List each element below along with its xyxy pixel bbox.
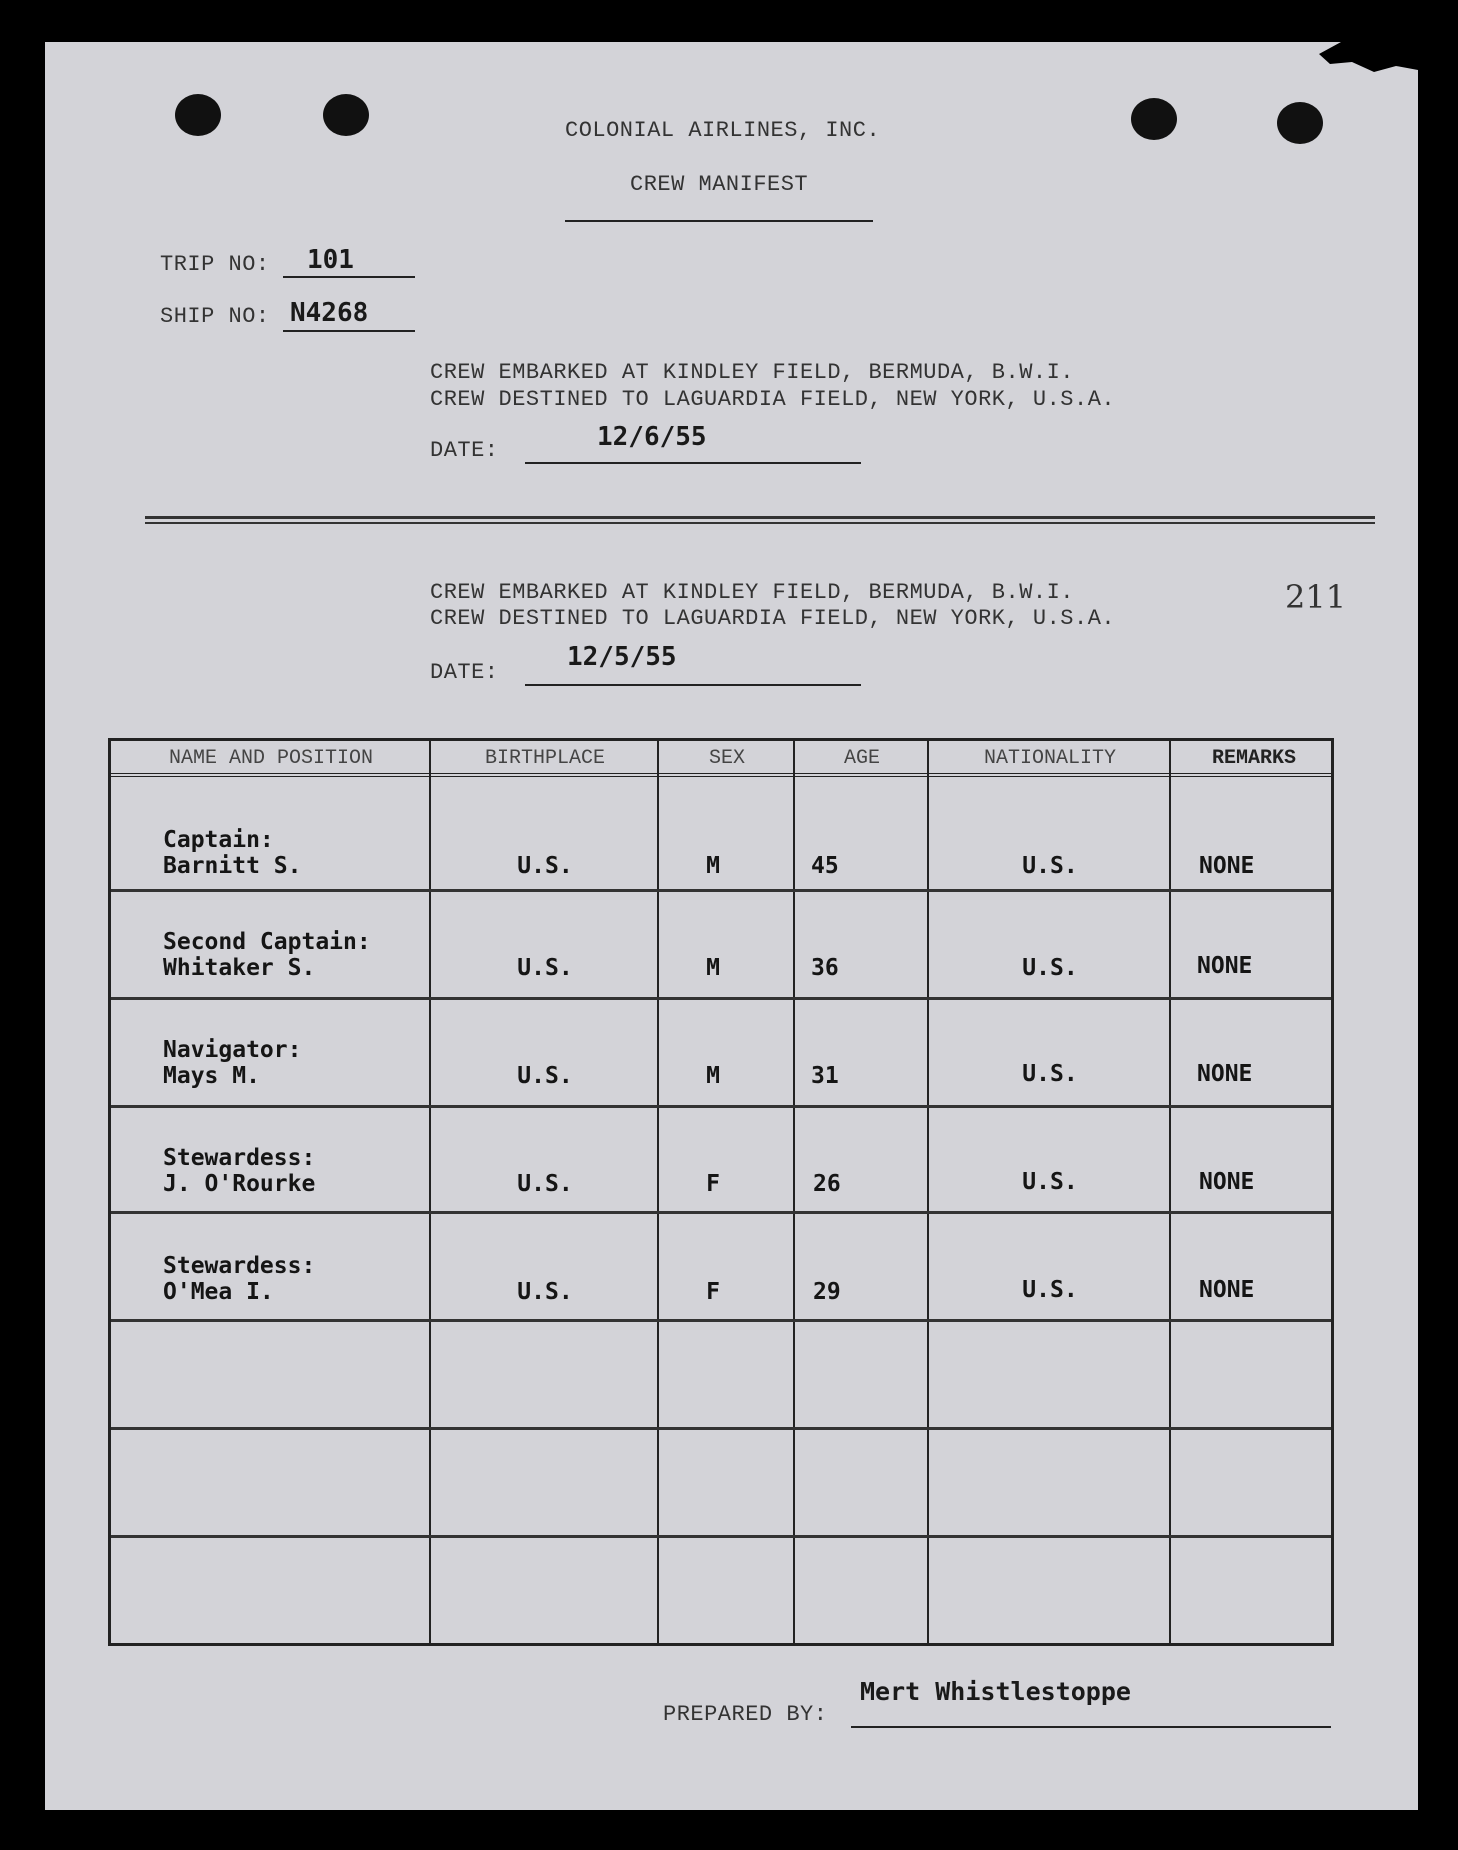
torn-corner: [1308, 42, 1418, 82]
destined-line-2: CREW DESTINED TO LAGUARDIA FIELD, NEW YORK, U.S.A.: [430, 606, 1116, 631]
crew-position: Captain:: [163, 827, 274, 853]
punch-hole: [1277, 102, 1323, 144]
crew-remarks: NONE: [1199, 1277, 1255, 1303]
date-label-1: DATE:: [430, 438, 499, 463]
trip-value: 101: [307, 245, 354, 275]
crew-name: Barnitt S.: [163, 853, 302, 879]
punch-hole: [175, 94, 221, 136]
date-underline-2: [525, 684, 861, 686]
embarked-line-1: CREW EMBARKED AT KINDLEY FIELD, BERMUDA, B.W.I.: [430, 360, 1075, 385]
crew-birthplace: U.S.: [517, 1171, 573, 1197]
row-divider: [111, 1211, 1331, 1214]
prepared-underline: [851, 1726, 1331, 1728]
crew-age: 45: [811, 853, 839, 879]
crew-remarks: NONE: [1199, 1169, 1255, 1195]
crew-name: Mays M.: [163, 1063, 260, 1089]
crew-birthplace: U.S.: [517, 853, 573, 879]
column-header: AGE: [843, 747, 880, 770]
crew-sex: M: [706, 853, 720, 879]
crew-sex: M: [706, 1063, 720, 1089]
row-divider: [111, 1105, 1331, 1108]
crew-age: 26: [813, 1171, 841, 1197]
prepared-label: PREPARED BY:: [663, 1702, 828, 1727]
punch-hole: [1131, 98, 1177, 140]
crew-birthplace: U.S.: [517, 1279, 573, 1305]
crew-position: Stewardess:: [163, 1145, 316, 1171]
document-title: CREW MANIFEST: [630, 172, 809, 197]
ship-value: N4268: [290, 298, 369, 328]
crew-position: Second Captain:: [163, 929, 371, 955]
crew-nationality: U.S.: [1022, 955, 1078, 981]
row-divider: [111, 997, 1331, 1000]
punch-hole: [323, 94, 369, 136]
column-header: REMARKS: [1211, 747, 1296, 770]
crew-birthplace: U.S.: [517, 955, 573, 981]
section-divider: [145, 522, 1375, 524]
ship-underline: [283, 330, 415, 332]
prepared-value: Mert Whistlestoppe: [860, 1677, 1131, 1706]
crew-position: Navigator:: [163, 1037, 302, 1063]
crew-age: 29: [813, 1279, 841, 1305]
page-number: 211: [1285, 578, 1347, 616]
crew-age: 31: [811, 1063, 839, 1089]
date-value-2: 12/5/55: [567, 642, 677, 672]
date-underline-1: [525, 462, 861, 464]
crew-nationality: U.S.: [1022, 853, 1078, 879]
destined-line-1: CREW DESTINED TO LAGUARDIA FIELD, NEW YORK, U.S.A.: [430, 387, 1116, 412]
table-header: [111, 741, 1331, 777]
company-name: COLONIAL AIRLINES, INC.: [565, 118, 881, 143]
crew-name: J. O'Rourke: [163, 1171, 316, 1197]
crew-nationality: U.S.: [1022, 1061, 1078, 1087]
column-divider: [793, 741, 795, 1643]
crew-name: O'Mea I.: [163, 1279, 274, 1305]
crew-birthplace: U.S.: [517, 1063, 573, 1089]
crew-remarks: NONE: [1197, 953, 1253, 979]
crew-sex: F: [706, 1279, 720, 1305]
row-divider: [111, 1427, 1331, 1430]
crew-age: 36: [811, 955, 839, 981]
row-divider: [111, 889, 1331, 892]
column-header: BIRTHPLACE: [484, 747, 606, 770]
crew-remarks: NONE: [1197, 1061, 1253, 1087]
ship-label: SHIP NO:: [160, 304, 270, 329]
trip-label: TRIP NO:: [160, 252, 270, 277]
section-divider: [145, 516, 1375, 519]
title-underline: [565, 220, 873, 222]
row-divider: [111, 1319, 1331, 1322]
embarked-line-2: CREW EMBARKED AT KINDLEY FIELD, BERMUDA, B.W.I.: [430, 580, 1075, 605]
column-header: SEX: [708, 747, 745, 770]
date-label-2: DATE:: [430, 660, 499, 685]
crew-sex: M: [706, 955, 720, 981]
crew-sex: F: [706, 1171, 720, 1197]
crew-remarks: NONE: [1199, 853, 1255, 879]
crew-name: Whitaker S.: [163, 955, 316, 981]
crew-nationality: U.S.: [1022, 1169, 1078, 1195]
crew-position: Stewardess:: [163, 1253, 316, 1279]
date-value-1: 12/6/55: [597, 422, 707, 452]
column-header: NAME AND POSITION: [168, 747, 374, 770]
column-header: NATIONALITY: [983, 747, 1117, 770]
crew-nationality: U.S.: [1022, 1277, 1078, 1303]
row-divider: [111, 1535, 1331, 1538]
trip-underline: [283, 276, 415, 278]
crew-table: [108, 738, 1334, 1646]
